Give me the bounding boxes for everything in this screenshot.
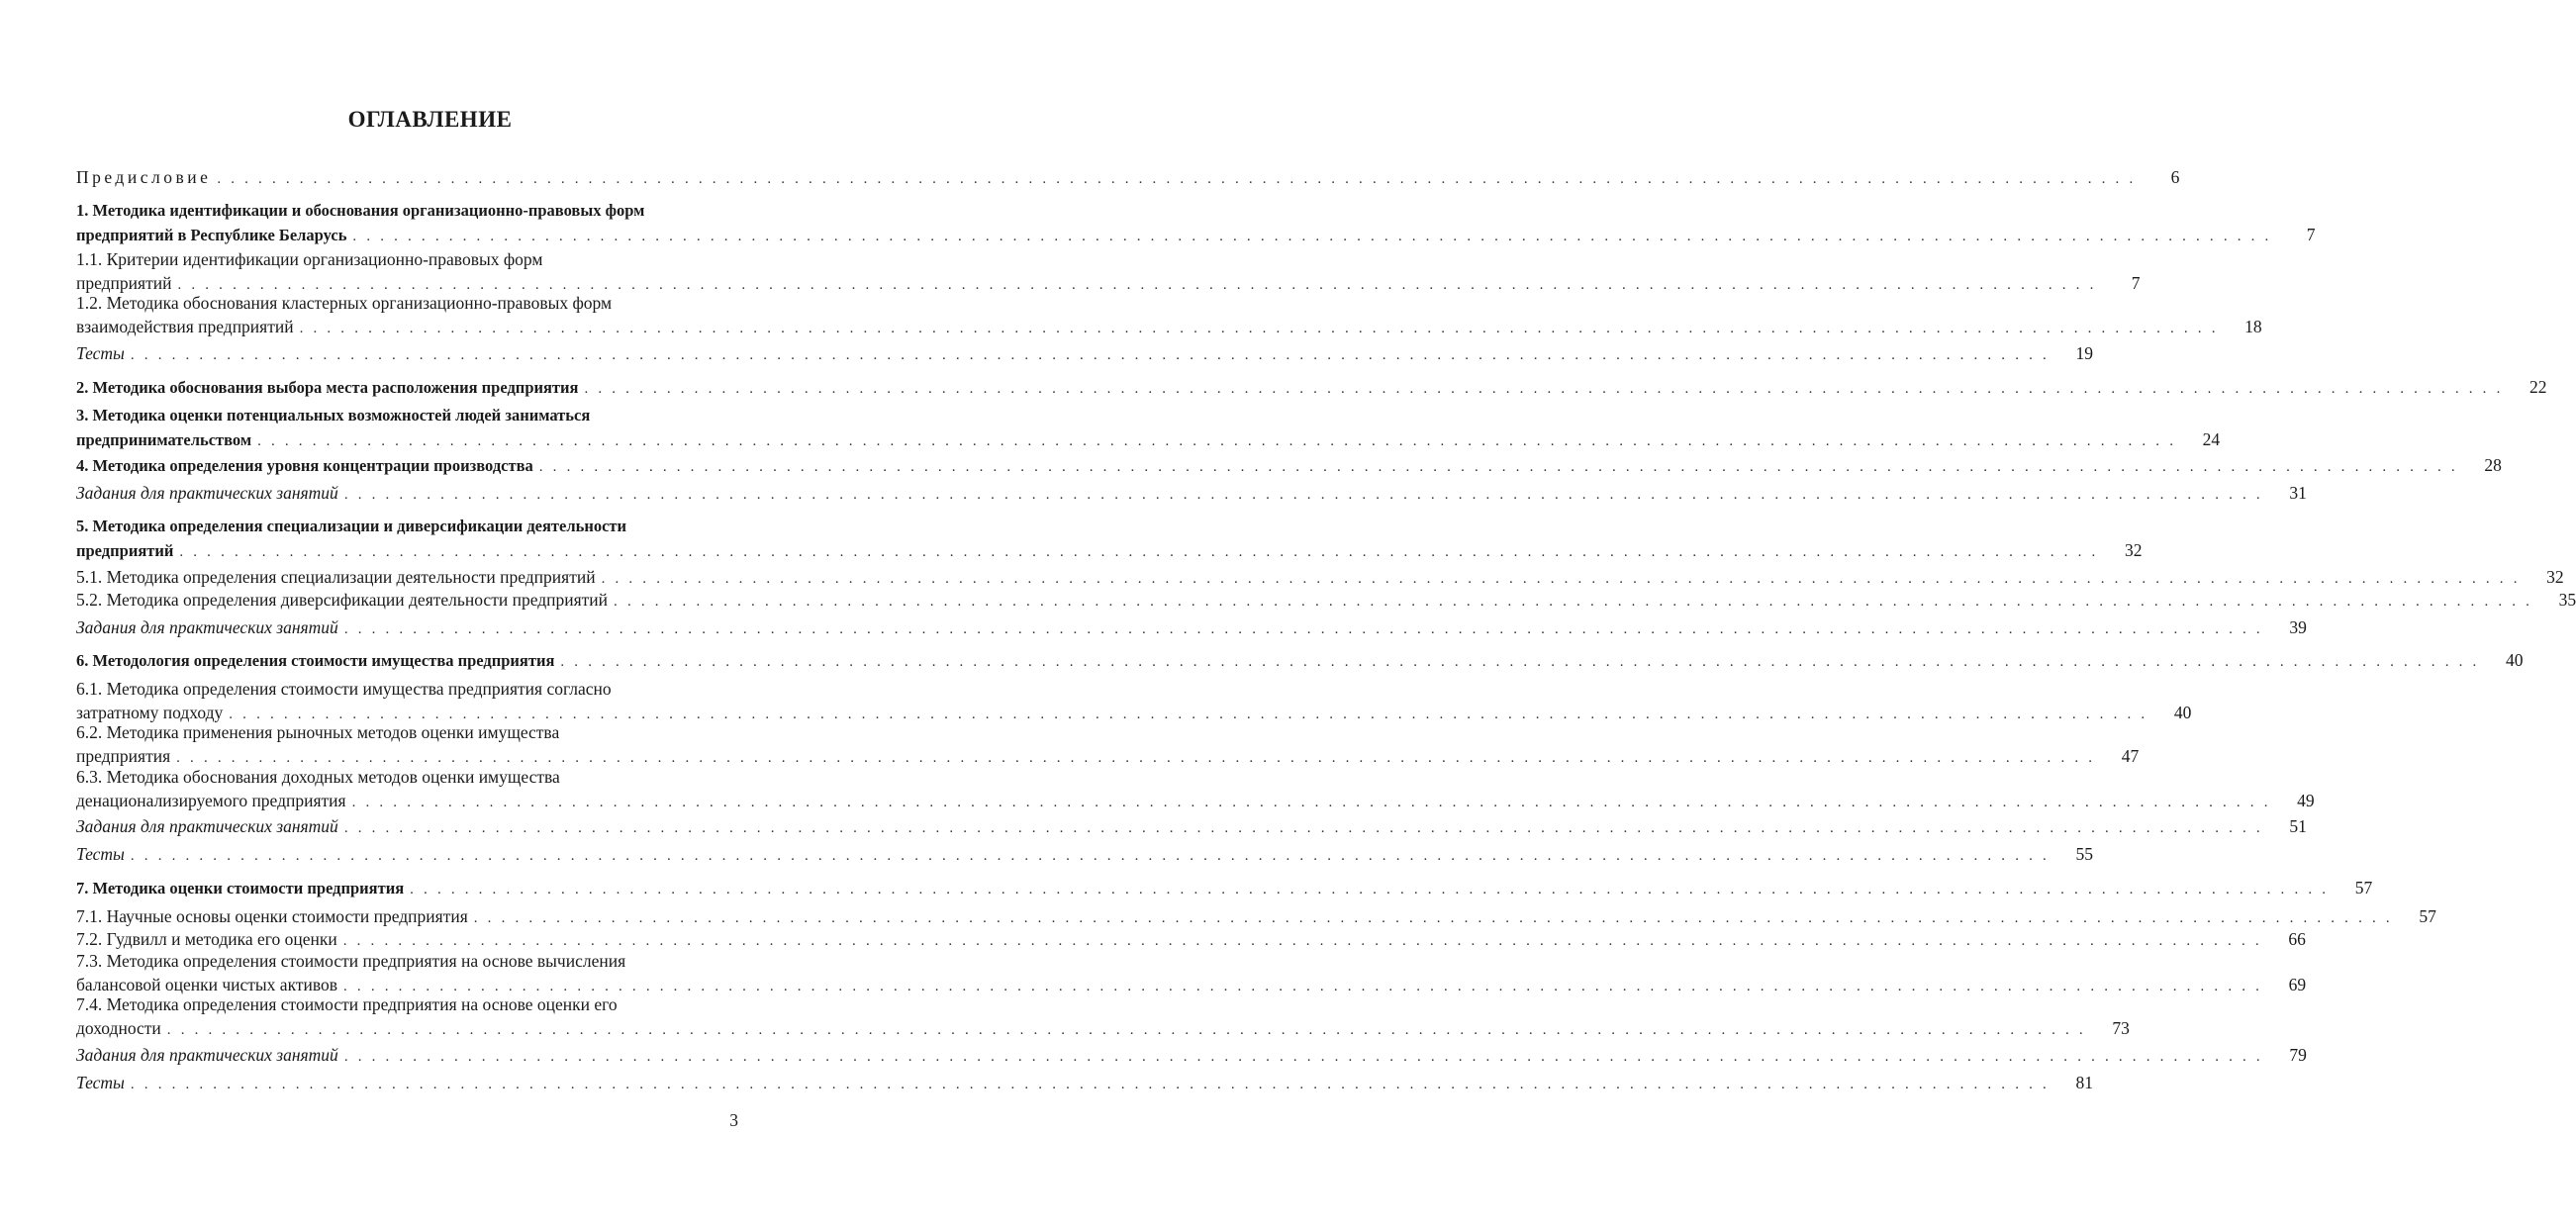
toc-entry[interactable] — [76, 588, 2576, 614]
toc-page-number: 69 — [2288, 975, 2307, 994]
dot-leader: . . . . . . . . . . . . . . . . . . . . . . . . . . . . . . . . . . . . . . . . . . . . . . . . . . . . . . . . . . . . . . . . . . . . . . . . . . . . . . . . . . . . . . . . . . . . . . . . . . . . . . . . . . . . . . . . . . . . . . . . . . . . . . . . . . . . . . . . . . . . — [299, 321, 2219, 336]
dot-leader: . . . . . . . . . . . . . . . . . . . . . . . . . . . . . . . . . . . . . . . . . . . . . . . . . . . . . . . . . . . . . . . . . . . . . . . . . . . . . . . . . . . . . . . . . . . . . . . . . . . . . . . . . . . . . . . . . . . . . . . . . . . . . . . . . . . . . . . . . . . . — [179, 544, 2099, 560]
toc-page-number: 40 — [2173, 703, 2192, 722]
dot-leader: . . . . . . . . . . . . . . . . . . . . . . . . . . . . . . . . . . . . . . . . . . . . . . . . . . . . . . . . . . . . . . . . . . . . . . . . . . . . . . . . . . . . . . . . . . . . . . . . . . . . . . . . . . . . . . . . . . . . . . . . . . . . . . . . . . . . . . . . . . . . — [176, 750, 2096, 766]
dot-leader: . . . . . . . . . . . . . . . . . . . . . . . . . . . . . . . . . . . . . . . . . . . . . . . . . . . . . . . . . . . . . . . . . . . . . . . . . . . . . . . . . . . . . . . . . . . . . . . . . . . . . . . . . . . . . . . . . . . . . . . . . . . . . . . . . . . . . . . . . . . . — [343, 820, 2263, 836]
toc-page-number: 24 — [2202, 429, 2221, 449]
toc-entry-title: доходности — [76, 1018, 161, 1038]
toc-page-number: 81 — [2075, 1073, 2093, 1092]
dot-leader: . . . . . . . . . . . . . . . . . . . . . . . . . . . . . . . . . . . . . . . . . . . . . . . . . . . . . . . . . . . . . . . . . . . . . . . . . . . . . . . . . . . . . . . . . . . . . . . . . . . . . . . . . . . . . . . . . . . . . . . . . . . . . . . . . . . . . . . . . . . . — [614, 594, 2533, 610]
toc-entry[interactable] — [76, 375, 2547, 401]
toc-entry[interactable] — [76, 949, 2307, 998]
toc-entry[interactable] — [76, 677, 2192, 726]
toc-entry-title-line: 1.2. Методика обоснования кластерных организационно-правовых форм — [76, 293, 613, 313]
dot-leader: . . . . . . . . . . . . . . . . . . . . . . . . . . . . . . . . . . . . . . . . . . . . . . . . . . . . . . . . . . . . . . . . . . . . . . . . . . . . . . . . . . . . . . . . . . . . . . . . . . . . . . . . . . . . . . . . . . . . . . . . . . . . . . . . . . . . . . . . . . . . — [343, 1049, 2263, 1065]
dot-leader: . . . . . . . . . . . . . . . . . . . . . . . . . . . . . . . . . . . . . . . . . . . . . . . . . . . . . . . . . . . . . . . . . . . . . . . . . . . . . . . . . . . . . . . . . . . . . . . . . . . . . . . . . . . . . . . . . . . . . . . . . . . . . . . . . . . . . . . . . . . . — [601, 571, 2521, 587]
toc-entry[interactable] — [76, 165, 2180, 191]
dot-leader: . . . . . . . . . . . . . . . . . . . . . . . . . . . . . . . . . . . . . . . . . . . . . . . . . . . . . . . . . . . . . . . . . . . . . . . . . . . . . . . . . . . . . . . . . . . . . . . . . . . . . . . . . . . . . . . . . . . . . . . . . . . . . . . . . . . . . . . . . . . . — [342, 933, 2262, 949]
dot-leader: . . . . . . . . . . . . . . . . . . . . . . . . . . . . . . . . . . . . . . . . . . . . . . . . . . . . . . . . . . . . . . . . . . . . . . . . . . . . . . . . . . . . . . . . . . . . . . . . . . . . . . . . . . . . . . . . . . . . . . . . . . . . . . . . . . . . . . . . . . . . — [352, 229, 2272, 244]
toc-entry[interactable] — [76, 876, 2373, 901]
toc-entry[interactable] — [76, 1043, 2307, 1069]
toc-entry[interactable] — [76, 720, 2140, 770]
toc-entry[interactable] — [76, 648, 2524, 674]
toc-entry-title: предприятий в Республике Беларусь — [76, 226, 347, 244]
toc-entry-title: 7. Методика оценки стоимости предприятия — [76, 879, 405, 897]
toc-entry-title: балансовой оценки чистых активов — [76, 975, 338, 994]
dot-leader: . . . . . . . . . . . . . . . . . . . . . . . . . . . . . . . . . . . . . . . . . . . . . . . . . . . . . . . . . . . . . . . . . . . . . . . . . . . . . . . . . . . . . . . . . . . . . . . . . . . . . . . . . . . . . . . . . . . . . . . . . . . . . . . . . . . . . . . . . . . . — [343, 979, 2263, 994]
toc-page-number: 7 — [2131, 273, 2141, 293]
toc-entry-title: Задания для практических занятий — [76, 816, 338, 836]
toc-entry-title-line: 7.4. Методика определения стоимости предприятия на основе оценки его — [76, 994, 618, 1014]
toc-page-number: 39 — [2289, 617, 2307, 637]
dot-leader: . . . . . . . . . . . . . . . . . . . . . . . . . . . . . . . . . . . . . . . . . . . . . . . . . . . . . . . . . . . . . . . . . . . . . . . . . . . . . . . . . . . . . . . . . . . . . . . . . . . . . . . . . . . . . . . . . . . . . . . . . . . . . . . . . . . . . . . . . . . . — [343, 487, 2263, 503]
toc-entry-title: 6. Методология определения стоимости имущества предприятия — [76, 651, 555, 670]
toc-page-number: 73 — [2112, 1018, 2130, 1038]
toc-entry-title-line: 1. Методика идентификации и обоснования организационно-правовых форм — [76, 201, 645, 220]
toc-page-number: 32 — [2546, 567, 2564, 587]
toc-entry-title-line: 7.3. Методика определения стоимости предприятия на основе вычисления — [76, 951, 626, 971]
dot-leader: . . . . . . . . . . . . . . . . . . . . . . . . . . . . . . . . . . . . . . . . . . . . . . . . . . . . . . . . . . . . . . . . . . . . . . . . . . . . . . . . . . . . . . . . . . . . . . . . . . . . . . . . . . . . . . . . . . . . . . . . . . . . . . . . . . . . . . . . . . . . — [130, 848, 2050, 864]
dot-leader: . . . . . . . . . . . . . . . . . . . . . . . . . . . . . . . . . . . . . . . . . . . . . . . . . . . . . . . . . . . . . . . . . . . . . . . . . . . . . . . . . . . . . . . . . . . . . . . . . . . . . . . . . . . . . . . . . . . . . . . . . . . . . . . . . . . . . . . . . . . . — [584, 381, 2504, 397]
toc-page-number: 6 — [2170, 167, 2180, 187]
toc-entry-title: затратному подходу — [76, 703, 224, 722]
toc-entry[interactable] — [76, 515, 2143, 564]
toc-entry-title: предприятий — [76, 273, 172, 293]
toc-page-number: 47 — [2121, 746, 2140, 766]
toc-entry[interactable] — [76, 481, 2307, 507]
toc-page-number: 35 — [2558, 590, 2576, 610]
toc-entry-title: взаимодействия предприятий — [76, 317, 294, 336]
toc-entry[interactable] — [76, 453, 2502, 479]
toc-page-number: 18 — [2244, 317, 2262, 336]
dot-leader: . . . . . . . . . . . . . . . . . . . . . . . . . . . . . . . . . . . . . . . . . . . . . . . . . . . . . . . . . . . . . . . . . . . . . . . . . . . . . . . . . . . . . . . . . . . . . . . . . . . . . . . . . . . . . . . . . . . . . . . . . . . . . . . . . . . . . . . . . . . . — [343, 621, 2263, 637]
toc-entry-title: Тесты — [76, 844, 125, 864]
toc-entry-title: Тесты — [76, 343, 125, 363]
toc-page-number: 57 — [2419, 906, 2436, 926]
toc-page-number: 28 — [2484, 455, 2502, 475]
dot-leader: . . . . . . . . . . . . . . . . . . . . . . . . . . . . . . . . . . . . . . . . . . . . . . . . . . . . . . . . . . . . . . . . . . . . . . . . . . . . . . . . . . . . . . . . . . . . . . . . . . . . . . . . . . . . . . . . . . . . . . . . . . . . . . . . . . . . . . . . . . . . — [229, 707, 2148, 722]
toc-page-number: 57 — [2354, 878, 2373, 897]
dot-leader: . . . . . . . . . . . . . . . . . . . . . . . . . . . . . . . . . . . . . . . . . . . . . . . . . . . . . . . . . . . . . . . . . . . . . . . . . . . . . . . . . . . . . . . . . . . . . . . . . . . . . . . . . . . . . . . . . . . . . . . . . . . . . . . . . . . . . . . . . . . . — [166, 1022, 2086, 1038]
dot-leader: . . . . . . . . . . . . . . . . . . . . . . . . . . . . . . . . . . . . . . . . . . . . . . . . . . . . . . . . . . . . . . . . . . . . . . . . . . . . . . . . . . . . . . . . . . . . . . . . . . . . . . . . . . . . . . . . . . . . . . . . . . . . . . . . . . . . . . . . . . . . — [257, 433, 2177, 449]
toc-entry[interactable] — [76, 765, 2315, 814]
toc-page-number: 51 — [2289, 816, 2307, 836]
page-number: 3 — [729, 1110, 738, 1130]
toc-entry-title-line: 5. Методика определения специализации и диверсификации деятельности — [76, 517, 627, 535]
toc-entry-title-line: 6.3. Методика обоснования доходных методов оценки имущества — [76, 767, 560, 787]
toc-page-number: 40 — [2505, 650, 2524, 670]
toc-page-number: 7 — [2306, 225, 2316, 244]
toc-entry-title: предприятия — [76, 746, 171, 766]
toc-entry-title: 4. Методика определения уровня концентрации производства — [76, 456, 533, 475]
dot-leader: . . . . . . . . . . . . . . . . . . . . . . . . . . . . . . . . . . . . . . . . . . . . . . . . . . . . . . . . . . . . . . . . . . . . . . . . . . . . . . . . . . . . . . . . . . . . . . . . . . . . . . . . . . . . . . . . . . . . . . . . . . . . . . . . . . . . . . . . . . . . — [130, 1077, 2050, 1092]
toc-entry-title: 5.1. Методика определения специализации деятельности предприятий — [76, 567, 596, 587]
toc-page-number: 79 — [2289, 1045, 2307, 1065]
toc-page-number: 31 — [2289, 483, 2307, 503]
toc-entry-title: предпринимательством — [76, 430, 252, 449]
toc-entry-title: 7.1. Научные основы оценки стоимости предприятия — [76, 906, 468, 926]
dot-leader: . . . . . . . . . . . . . . . . . . . . . . . . . . . . . . . . . . . . . . . . . . . . . . . . . . . . . . . . . . . . . . . . . . . . . . . . . . . . . . . . . . . . . . . . . . . . . . . . . . . . . . . . . . . . . . . . . . . . . . . . . . . . . . . . . . . . . . . . . . . . — [410, 882, 2330, 897]
toc-entry[interactable] — [76, 842, 2093, 868]
toc-entry-title: Задания для практических занятий — [76, 617, 338, 637]
dot-leader: . . . . . . . . . . . . . . . . . . . . . . . . . . . . . . . . . . . . . . . . . . . . . . . . . . . . . . . . . . . . . . . . . . . . . . . . . . . . . . . . . . . . . . . . . . . . . . . . . . . . . . . . . . . . . . . . . . . . . . . . . . . . . . . . . . . . . . . . . . . . — [130, 347, 2050, 363]
toc-entry[interactable] — [76, 404, 2221, 453]
toc-entry-title: Тесты — [76, 1073, 125, 1092]
toc-entry-title-line: 3. Методика оценки потенциальных возможностей людей заниматься — [76, 406, 591, 425]
dot-leader: . . . . . . . . . . . . . . . . . . . . . . . . . . . . . . . . . . . . . . . . . . . . . . . . . . . . . . . . . . . . . . . . . . . . . . . . . . . . . . . . . . . . . . . . . . . . . . . . . . . . . . . . . . . . . . . . . . . . . . . . . . . . . . . . . . . . . . . . . . . . — [473, 910, 2393, 926]
toc-entry-title: Задания для практических занятий — [76, 1045, 338, 1065]
dot-leader: . . . . . . . . . . . . . . . . . . . . . . . . . . . . . . . . . . . . . . . . . . . . . . . . . . . . . . . . . . . . . . . . . . . . . . . . . . . . . . . . . . . . . . . . . . . . . . . . . . . . . . . . . . . . . . . . . . . . . . . . . . . . . . . . . . . . . . . . . . . . — [351, 795, 2271, 810]
dot-leader: . . . . . . . . . . . . . . . . . . . . . . . . . . . . . . . . . . . . . . . . . . . . . . . . . . . . . . . . . . . . . . . . . . . . . . . . . . . . . . . . . . . . . . . . . . . . . . . . . . . . . . . . . . . . . . . . . . . . . . . . . . . . . . . . . . . . . . . . . . . . — [217, 171, 2137, 187]
toc-page-number: 22 — [2529, 377, 2547, 397]
toc-entry[interactable] — [76, 247, 2141, 297]
toc-entry-title-line: 1.1. Критерии идентификации организационно-правовых форм — [76, 249, 543, 269]
toc-entry-title: Предисловие — [76, 167, 212, 187]
toc-page-number: 49 — [2297, 791, 2315, 810]
toc-entry[interactable] — [76, 341, 2093, 367]
toc-entry-title: 2. Методика обоснования выбора места расположения предприятия — [76, 378, 579, 397]
toc-entry-title: денационализируемого предприятия — [76, 791, 346, 810]
toc-entry-title-line: 6.1. Методика определения стоимости имущества предприятия согласно — [76, 679, 612, 699]
toc-page-number: 55 — [2075, 844, 2093, 864]
toc-title: ОГЛАВЛЕНИЕ — [347, 107, 513, 132]
toc-entry[interactable] — [76, 992, 2130, 1042]
toc-entry[interactable] — [76, 291, 2262, 340]
toc-page-number: 19 — [2075, 343, 2093, 363]
toc-page-number: 32 — [2124, 540, 2143, 560]
toc-entry[interactable] — [76, 199, 2316, 248]
toc-entry-title: 5.2. Методика определения диверсификации деятельности предприятий — [76, 590, 609, 610]
toc-entry-title: 7.2. Гудвилл и методика его оценки — [76, 929, 337, 949]
toc-entry-title: Задания для практических занятий — [76, 483, 338, 503]
toc-entry[interactable] — [76, 1071, 2093, 1096]
toc-page-number: 66 — [2288, 929, 2306, 949]
dot-leader: . . . . . . . . . . . . . . . . . . . . . . . . . . . . . . . . . . . . . . . . . . . . . . . . . . . . . . . . . . . . . . . . . . . . . . . . . . . . . . . . . . . . . . . . . . . . . . . . . . . . . . . . . . . . . . . . . . . . . . . . . . . . . . . . . . . . . . . . . . . . — [560, 654, 2480, 670]
dot-leader: . . . . . . . . . . . . . . . . . . . . . . . . . . . . . . . . . . . . . . . . . . . . . . . . . . . . . . . . . . . . . . . . . . . . . . . . . . . . . . . . . . . . . . . . . . . . . . . . . . . . . . . . . . . . . . . . . . . . . . . . . . . . . . . . . . . . . . . . . . . . — [538, 459, 2458, 475]
toc-entry-title-line: 6.2. Методика применения рыночных методов оценки имущества — [76, 722, 560, 742]
dot-leader: . . . . . . . . . . . . . . . . . . . . . . . . . . . . . . . . . . . . . . . . . . . . . . . . . . . . . . . . . . . . . . . . . . . . . . . . . . . . . . . . . . . . . . . . . . . . . . . . . . . . . . . . . . . . . . . . . . . . . . . . . . . . . . . . . . . . . . . . . . . . — [177, 277, 2097, 293]
toc-entry[interactable] — [76, 814, 2307, 840]
toc-entry-title: предприятий — [76, 541, 174, 560]
toc-entry[interactable] — [76, 615, 2307, 641]
